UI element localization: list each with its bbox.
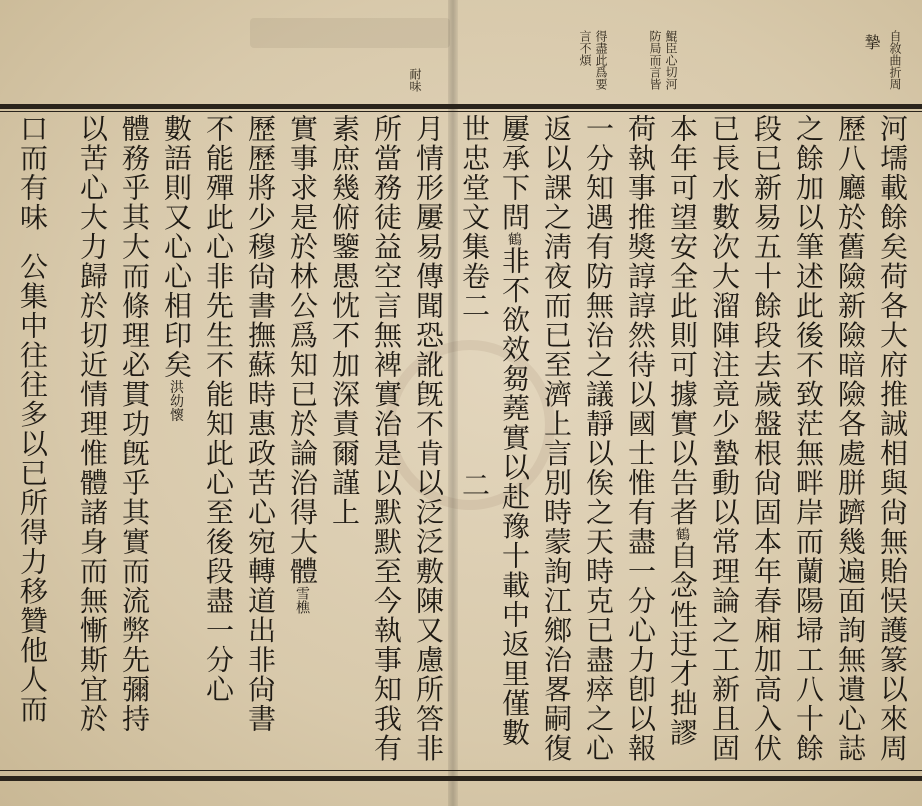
text-column bbox=[664, 114, 700, 748]
margin-note: 耐味 bbox=[408, 68, 422, 92]
margin-note: 鯤臣心切河 bbox=[664, 30, 678, 90]
text-segment: 屢承下問 bbox=[498, 114, 531, 232]
text-segment: 實事求是於林公爲知已於論治得大體 bbox=[286, 114, 319, 586]
text-column bbox=[158, 114, 194, 422]
book-title-column bbox=[456, 114, 492, 500]
header-smudge bbox=[250, 18, 450, 48]
text-column: 一分知遇有防無治之議靜以俟之天時克已盡瘁之心 bbox=[582, 114, 615, 763]
text-column: 段已新易五十餘段去歲盤根尙固本年春廂加高入伏 bbox=[750, 114, 783, 763]
text-segment: 口而有味 bbox=[16, 114, 49, 232]
inline-note: 洪幼懷 bbox=[168, 379, 184, 422]
text-column: 素庶幾俯鑒愚忱不加深責爾謹上 bbox=[328, 114, 361, 527]
text-segment: 自念性迂才拙謬 bbox=[666, 541, 699, 748]
volume-label: 卷二 bbox=[458, 261, 491, 321]
bottom-border-thin bbox=[0, 770, 922, 771]
text-segment: 數語則又心心相印矣 bbox=[160, 114, 193, 380]
margin-note: 得盡此爲要 bbox=[594, 30, 608, 90]
margin-note: 自敘曲折周 bbox=[888, 30, 902, 90]
text-segment: 先生不能知此心至後段盡一分心 bbox=[202, 291, 235, 704]
text-column: 之餘加以筆述此後不致茫無畔岸而蘭陽埽工八十餘 bbox=[792, 114, 825, 763]
text-column: 河壖載餘矣荷各大府推誠相與尙無貽悮護篆以來周 bbox=[876, 114, 909, 763]
text-column: 所當務徒益空言無裨實治是以默默至今執事知我有 bbox=[370, 114, 403, 763]
text-segment: 本年可望安全此則可據實以告者 bbox=[666, 114, 699, 527]
text-column: 以苦心大力歸於切近情理惟體諸身而無慚斯宜於 bbox=[76, 114, 109, 734]
text-column: 返以課之淸夜而已至濟上言別時蒙詢江鄉治畧嗣復 bbox=[540, 114, 573, 763]
text-column: 歷八廳於舊險新險暗險各處胼躋幾遍面詢無遺心誌 bbox=[834, 114, 867, 763]
text-column: 荷執事推獎諄諄然待以國士惟有盡一分心力卽以報 bbox=[624, 114, 657, 763]
inline-note: 鶴 bbox=[674, 527, 690, 541]
text-column: 體務乎其大而條理必貫功旣乎其實而流弊先彌持 bbox=[118, 114, 151, 734]
margin-note: 防局而言皆 bbox=[648, 30, 662, 90]
book-title: 世忠堂文集 bbox=[458, 114, 491, 262]
top-border-thick bbox=[0, 104, 922, 109]
text-segment: 公集中往往多以已所得力移贊他人而 bbox=[16, 252, 49, 724]
inline-note: 鶴 bbox=[506, 232, 522, 246]
page-number: 二 bbox=[458, 470, 491, 500]
text-column bbox=[200, 114, 236, 704]
margin-note: 言不煩 bbox=[578, 30, 592, 66]
text-column bbox=[14, 114, 50, 724]
text-column bbox=[496, 114, 532, 748]
bottom-border-thick bbox=[0, 776, 922, 781]
text-segment: 不能殫此心非 bbox=[202, 114, 235, 291]
margin-note: 摯 bbox=[862, 34, 881, 50]
text-column: 歷歷將少穆尙書撫蘇時惠政苦心宛轉道出非尙書 bbox=[244, 114, 277, 734]
top-border-thin bbox=[0, 111, 922, 112]
text-column bbox=[284, 114, 320, 614]
text-column: 已長水數次大溜陣注竟少蟄動以常理論之工新且固 bbox=[708, 114, 741, 763]
inline-note: 雪樵 bbox=[294, 586, 310, 614]
text-column: 月情形屢易傳聞恐訛旣不肯以泛泛敷陳又慮所答非 bbox=[412, 114, 445, 763]
text-segment: 非不欲效芻蕘實以赴豫十載中返里僅數 bbox=[498, 246, 531, 748]
